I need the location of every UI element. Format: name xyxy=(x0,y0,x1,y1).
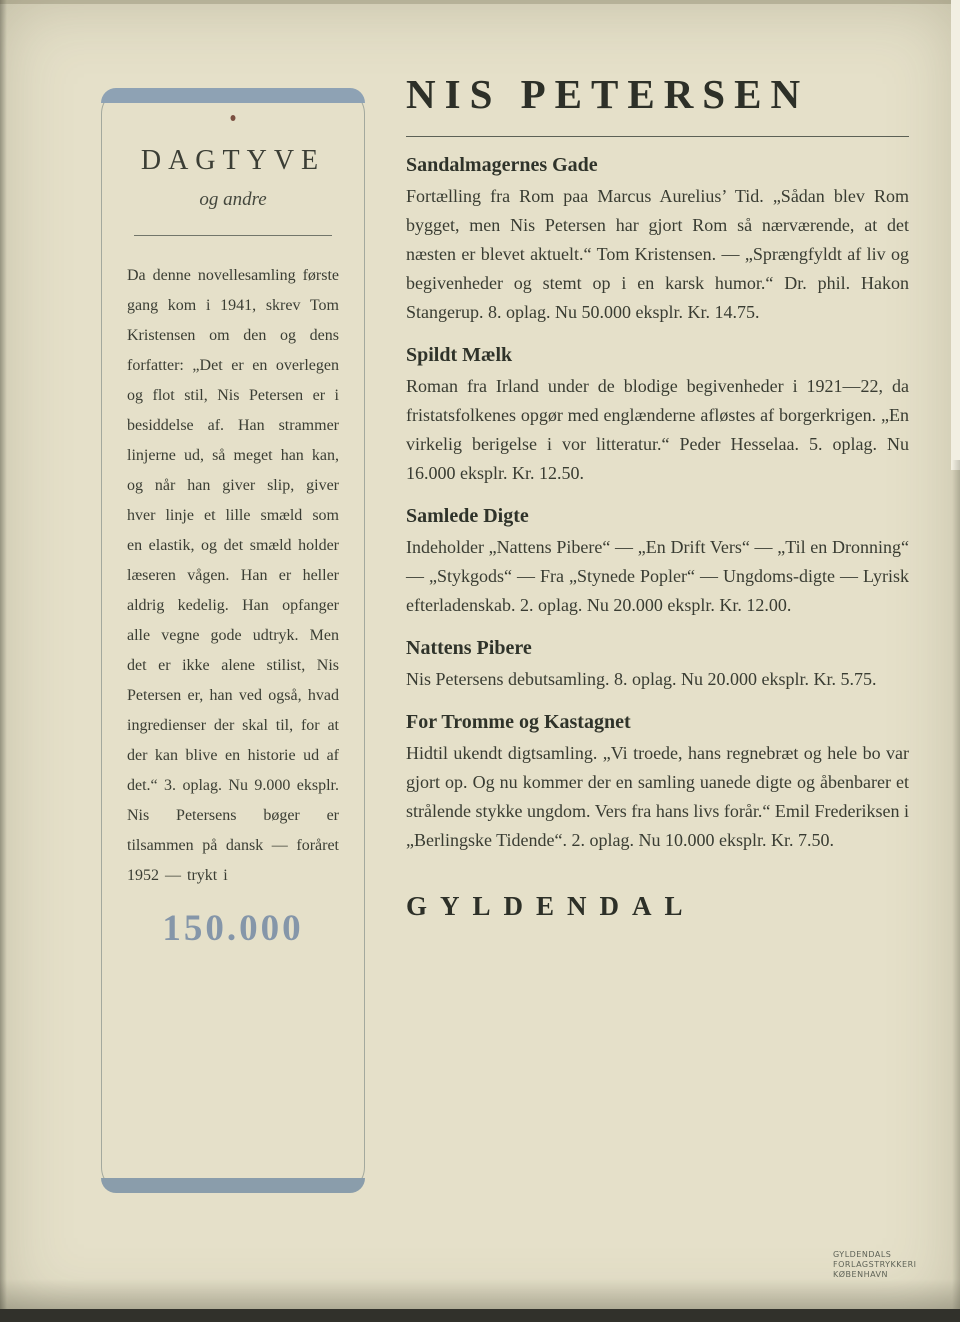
book-entry xyxy=(406,344,909,488)
title-divider xyxy=(406,136,909,137)
scan-edge-right-shade xyxy=(952,460,960,1322)
book-title: For Tromme og Kastagnet xyxy=(406,711,631,733)
imprint-line: FORLAGSTRYKKERI xyxy=(833,1260,917,1269)
sidebar-divider xyxy=(134,235,332,236)
book-title: Samlede Digte xyxy=(406,505,529,527)
printer-imprint xyxy=(833,1250,917,1280)
book-title: Sandalmagernes Gade xyxy=(406,154,598,176)
book-description: Fortælling fra Rom paa Marcus Aurelius’ Tid. „Sådan blev Rom bygget, men Nis Petersen har gjort Rom så nærværende, at det næsten er blevet aktuelt.“ Tom Kristensen. — „Sprængfyldt af liv og begivenheder og stemt op i en karsk humor.“ Dr. phil. Hakon Stangerup. 8. oplag. Nu 50.000 eksplr. Kr. 14.75. xyxy=(406,186,909,322)
print-run-number: 150.000 xyxy=(162,908,304,949)
scan-edge-bottom xyxy=(0,1309,960,1322)
book-title: Spildt Mælk xyxy=(406,344,513,366)
book-description: Nis Petersens debutsamling. 8. oplag. Nu 20.000 eksplr. Kr. 5.75. xyxy=(406,669,877,689)
publisher-name: GYLDENDAL xyxy=(406,891,696,921)
book-entry xyxy=(406,711,909,855)
book-title: Nattens Pibere xyxy=(406,637,532,659)
scan-edge-left xyxy=(0,0,7,1322)
book-entry xyxy=(406,637,909,694)
book-entry xyxy=(406,505,909,620)
book-entry xyxy=(406,154,909,327)
sidebar-body-text: Da denne novellesamling første gang kom i 1941, skrev Tom Kristensen om den og dens forfatter: „Det er en overlegen og flot stil, Nis Petersen er i besiddelse af. Han strammer linjerne ud, så meget han kan, og når han giver slip, giver hver linje et lille smæld som en elastik, og det smæld holder læseren vågen. Han er heller aldrig kedelig. Han opfanger alle vegne gode udtryk. Men det er ikke alene stilist, Nis Petersen er, han ved også, hvad ingredienser der skal til, for at der kan blive en historie ud af det.“ 3. oplag. Nu 9.000 eksplr. Nis Petersens bøger er tilsammen på dansk — foråret 1952 — trykt i xyxy=(127,267,339,884)
bookmark-panel xyxy=(101,88,365,1193)
scan-edge-top xyxy=(0,0,960,4)
book-description: Hidtil ukendt digtsamling. „Vi troede, hans regnebræt og hele bo var gjort op. Og nu kommer der en samling uanede digte og åbenbarer et strålende stykke ungdom. Vers fra hans livs forår.“ Emil Frederiksen i „Berlingske Tidende“. 2. oplag. Nu 10.000 eksplr. Kr. 7.50. xyxy=(406,743,909,850)
sidebar-subtitle: og andre xyxy=(199,189,267,210)
main-column xyxy=(406,70,909,922)
scan-edge-right-light xyxy=(951,0,960,470)
imprint-line: GYLDENDALS xyxy=(833,1250,892,1259)
scan-edge-bottom-fade xyxy=(0,1279,960,1309)
book-description: Indeholder „Nattens Pibere“ — „En Drift Vers“ — „Til en Dronning“ — „Stykgods“ — Fra „Stynede Popler“ — Ungdoms-digte — Lyrisk efterladenskab. 2. oplag. Nu 20.000 eksplr. Kr. 12.00. xyxy=(406,537,909,615)
sidebar-title: DAGTYVE xyxy=(140,145,326,176)
imprint-line: KØBENHAVN xyxy=(833,1270,889,1279)
page-title: NIS PETERSEN xyxy=(406,71,810,117)
bookmark-content xyxy=(102,89,364,1192)
book-description: Roman fra Irland under de blodige begivenheder i 1921—22, da fristatsfolkenes opgør med englænderne afløstes af borgerkrigen. „En virkelig berigelse i vor litteratur.“ Peder Hesselaa. 5. oplag. Nu 16.000 eksplr. Kr. 12.50. xyxy=(406,376,909,483)
